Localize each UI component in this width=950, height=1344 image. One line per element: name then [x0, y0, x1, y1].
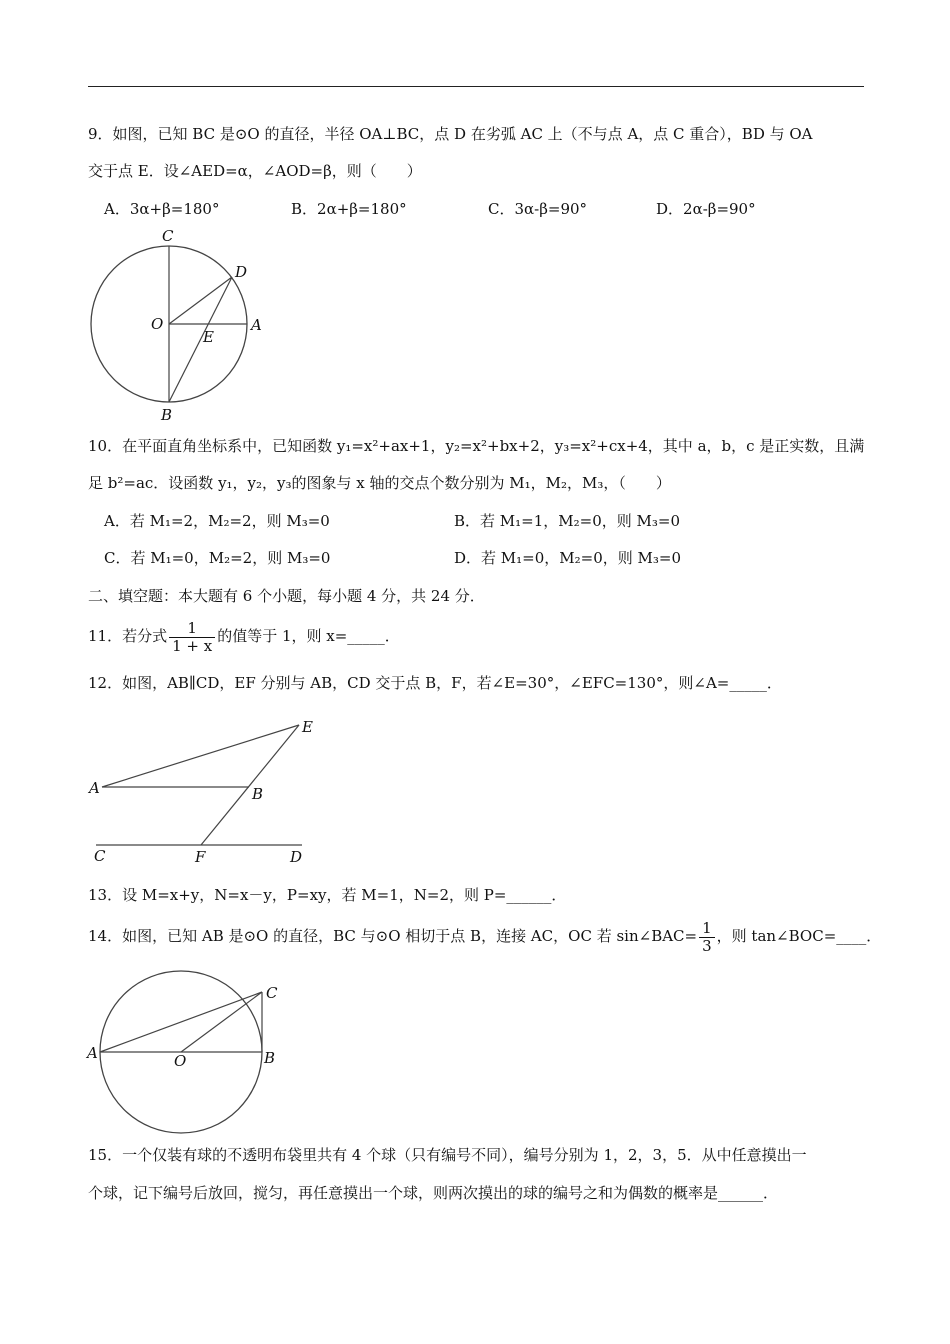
q14-stem: [88, 916, 881, 956]
q14-suffix: ，则 tan∠BOC=____．: [716, 927, 882, 945]
q14-label-o: O: [174, 1052, 187, 1070]
q11-prefix: 11．若分式: [88, 627, 168, 645]
q9-segment-od: [169, 277, 232, 324]
q14-fraction: [699, 920, 715, 955]
q15-stem-line1: 15．一个仅装有球的不透明布袋里共有 4 个球（只有编号不同），编号分别为 1，2，3，5．从中任意摸出一: [88, 1146, 807, 1164]
q9-option-d: D．2α-β=90°: [656, 200, 756, 218]
q14-tangent-circle-figure: [84, 965, 284, 1144]
q9-label-a: A: [251, 316, 262, 334]
q12-label-c: C: [94, 847, 106, 865]
q14-label-b: B: [264, 1049, 276, 1067]
section-fill-in-heading: 二、填空题：本大题有 6 个小题，每小题 4 分，共 24 分．: [88, 587, 485, 605]
header-rule: [88, 86, 864, 87]
q10-option-c: C．若 M₁=0，M₂=2，则 M₃=0: [104, 549, 331, 567]
q9-label-e: E: [203, 328, 214, 346]
q11-fraction: [169, 620, 215, 655]
q12-label-e: E: [302, 718, 313, 736]
q12-line-ae: [102, 725, 299, 787]
q12-label-a: A: [89, 779, 100, 797]
q9-stem-line1: 9．如图，已知 BC 是⊙O 的直径，半径 OA⊥BC，点 D 在劣弧 AC 上（不与点 A，点 C 重合），BD 与 OA: [88, 125, 813, 143]
q10-stem-line1: 10．在平面直角坐标系中，已知函数 y₁=x²+ax+1，y₂=x²+bx+2，y₃=x²+cx+4，其中 a，b，c 是正实数，且满: [88, 437, 865, 455]
q11-numerator: 1: [169, 620, 215, 638]
q10-option-a: A．若 M₁=2，M₂=2，则 M₃=0: [104, 512, 330, 530]
q9-option-c: C．3α-β=90°: [488, 200, 588, 218]
q14-prefix: 14．如图，已知 AB 是⊙O 的直径，BC 与⊙O 相切于点 B，连接 AC，OC 若 sin∠BAC=: [88, 927, 698, 945]
q9-stem-line2: 交于点 E．设∠AED=α，∠AOD=β，则（ ）: [88, 162, 422, 180]
q9-label-c: C: [162, 227, 174, 245]
q9-option-b: B．2α+β=180°: [291, 200, 407, 218]
q14-denominator: 3: [702, 936, 712, 955]
q14-segment-ac: [100, 992, 262, 1052]
q10-option-d: D．若 M₁=0，M₂=0，则 M₃=0: [454, 549, 682, 567]
q9-label-o: O: [151, 315, 164, 333]
q14-numerator: 1: [699, 920, 715, 938]
q12-parallel-lines-figure: [84, 712, 324, 872]
q14-label-a: A: [87, 1044, 98, 1062]
q10-stem-line2: 足 b²=ac．设函数 y₁，y₂，y₃的图象与 x 轴的交点个数分别为 M₁，M₂，M₃，（ ）: [88, 474, 671, 492]
q12-stem: 12．如图，AB∥CD，EF 分别与 AB，CD 交于点 B，F，若∠E=30°，∠EFC=130°，则∠A=_____．: [88, 674, 782, 692]
q12-label-f: F: [195, 848, 206, 866]
q15-stem-line2: 个球，记下编号后放回，搅匀，再任意摸出一个球，则两次摸出的球的编号之和为偶数的概率是______．: [88, 1184, 779, 1202]
q9-option-a: A．3α+β=180°: [104, 200, 220, 218]
q14-segment-oc: [181, 992, 262, 1052]
q14-label-c: C: [266, 984, 278, 1002]
q13-stem: 13．设 M=x+y，N=x－y，P=xy，若 M=1，N=2，则 P=______．: [88, 886, 567, 904]
q10-option-b: B．若 M₁=1，M₂=0，则 M₃=0: [454, 512, 681, 530]
q11-denominator: 1 + x: [172, 636, 213, 655]
q11-stem: [88, 616, 400, 656]
q12-line-ef: [201, 725, 299, 845]
q12-label-d: D: [290, 848, 303, 866]
q9-circle-figure: [84, 222, 274, 431]
q9-label-d: D: [235, 263, 248, 281]
q12-label-b: B: [252, 785, 264, 803]
q9-segment-bd: [169, 277, 232, 402]
q9-label-b: B: [161, 406, 173, 424]
q11-suffix: 的值等于 1，则 x=_____．: [217, 627, 400, 645]
